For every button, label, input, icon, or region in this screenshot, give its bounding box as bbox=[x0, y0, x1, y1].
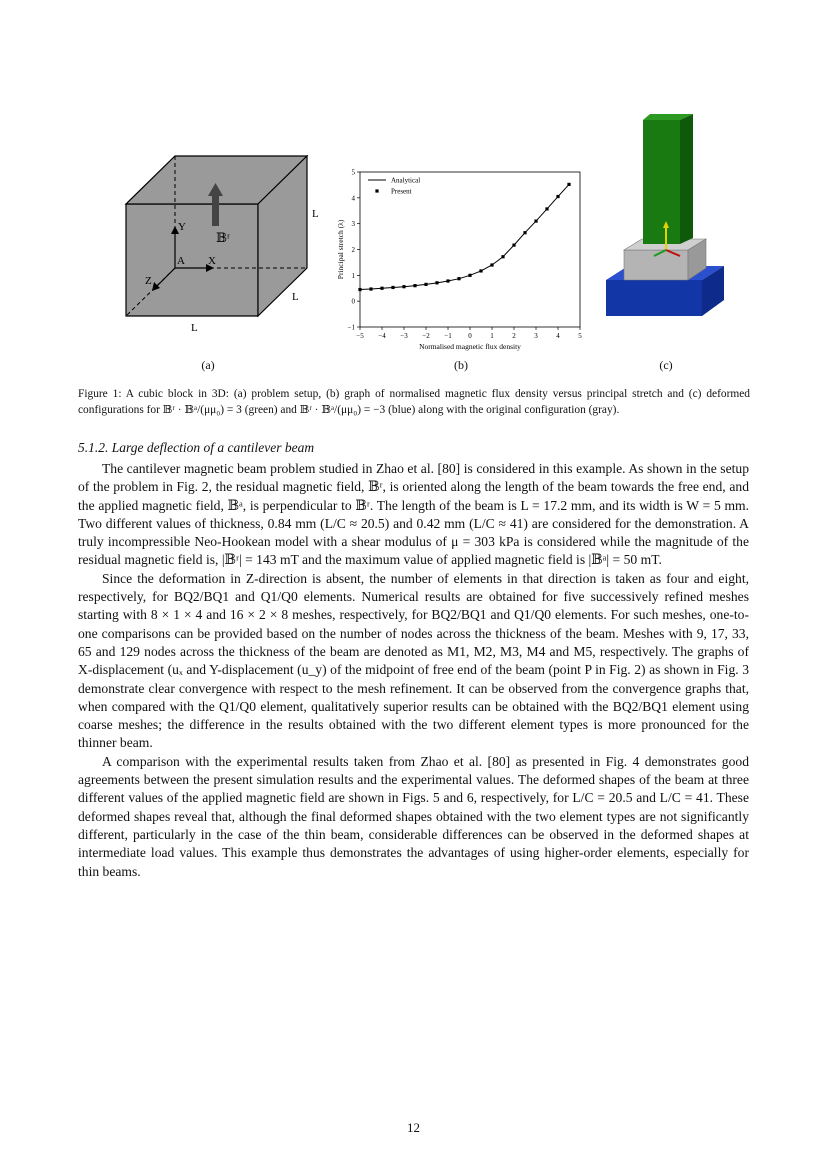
series-present-marker bbox=[523, 231, 526, 234]
series-present-marker bbox=[468, 274, 471, 277]
paragraph: A comparison with the experimental results taken from Zhao et al. [80] as presented in Fig. 4 demonstrates good agreements between the present simulation results and the experimental values. The deformed shapes of the beam at three different values of the applied magnetic field are shown in Figs. 5 and 6, respectively, for L/C = 20.5 and L/C = 41. These deformed shapes reveal that, although the final deformed shapes obtained with the two element types are not significantly different, particularly in the case of the thin beam, considerable differences can be observed in the deformed shapes at intermediate load values. This example thus demonstrates the advantages of using higher-order elements, especially for thin beams. bbox=[78, 753, 749, 879]
series-present-marker bbox=[534, 219, 537, 222]
series-present-marker bbox=[545, 207, 548, 210]
series-present-marker bbox=[413, 284, 416, 287]
series-present-marker bbox=[501, 255, 504, 258]
x-tick-label: −2 bbox=[422, 332, 430, 340]
series-present-marker bbox=[567, 183, 570, 186]
x-tick-label: 5 bbox=[578, 332, 582, 340]
section-body bbox=[78, 460, 749, 881]
figure-c-deformed bbox=[600, 110, 730, 325]
series-present-marker bbox=[380, 287, 383, 290]
series-analytical-line bbox=[360, 184, 569, 289]
x-axis-label: Normalised magnetic flux density bbox=[419, 342, 521, 351]
y-tick-label: 5 bbox=[351, 168, 355, 177]
x-tick-label: −3 bbox=[400, 332, 408, 340]
page-number: 12 bbox=[407, 1120, 420, 1135]
paragraph: Since the deformation in Z-direction is absent, the number of elements in that direction is taken as four and eight, respectively, for BQ2/BQ1 and Q1/Q0 elements. Numerical results are obtained for five successively refined meshes starting with 8 × 1 × 4 and 16 × 2 × 8 meshes, respectively, for BQ2/BQ1 and Q1/Q0 elements. For such meshes, one-to-one comparisons can be provided based on the number of nodes across the thickness of the beam. Meshes with 9, 17, 33, 65 and 129 nodes across the thickness of the beam are denoted as M1, M2, M3, M4 and M5, respectively. The graphs of X-displacement (uₓ and Y-displacement (u_y) of the midpoint of free end of the beam (point P in Fig. 2) as shown in Fig. 3 demonstrate clear convergence with respect to the mesh refinement. It can be observed from the convergence graphs that, when compared with the Q1/Q0 element, qualitatively superior results can be obtained with the BQ2/BQ1 element using coarse meshes; the difference in the results obtained with the two different element types is more pronounced for the thinner beam. bbox=[78, 570, 749, 751]
axis-y-label: Y bbox=[178, 221, 186, 233]
y-axis-label: Principal stretch (λ) bbox=[336, 219, 345, 280]
figure-a-cube bbox=[118, 150, 328, 335]
section-title: 5.1.2. Large deflection of a cantilever beam bbox=[78, 440, 315, 455]
x-tick-label: −1 bbox=[444, 332, 452, 340]
series-present-marker bbox=[435, 281, 438, 284]
sublabel-b: (b) bbox=[454, 358, 468, 372]
series-present-marker bbox=[457, 277, 460, 280]
y-tick-label: 4 bbox=[351, 194, 355, 203]
edge-l-depth: L bbox=[292, 291, 299, 303]
series-present-marker bbox=[358, 288, 361, 291]
series-present-marker bbox=[490, 263, 493, 266]
series-present-marker bbox=[446, 279, 449, 282]
edge-l-right: L bbox=[312, 208, 319, 220]
x-tick-label: 1 bbox=[490, 332, 494, 340]
y-tick-label: 3 bbox=[351, 220, 355, 229]
series-present-marker bbox=[512, 244, 515, 247]
paragraph: The cantilever magnetic beam problem studied in Zhao et al. [80] is considered in this example. As shown in the setup of the problem in Fig. 2, the residual magnetic field, 𝔹ʳ, is oriented along the length of the beam towards the free end, and the applied magnetic field, 𝔹ᵃ, is perpendicular to 𝔹ʳ. The length of the beam is L = 17.2 mm, and its width is W = 5 mm. Two different values of thickness, 0.84 mm (L/C ≈ 20.5) and 0.42 mm (L/C ≈ 41) are considered for the demonstration. A truly incompressible Neo-Hookean model with a shear modulus of μ = 303 kPa is considered while the magnitude of the residual magnetic field is, |𝔹ʳ| = 143 mT and the maximum value of applied magnetic field is |𝔹ᵃ| = 50 mT. bbox=[78, 461, 749, 568]
legend-entry-analytical: Analytical bbox=[391, 176, 421, 185]
cube-front-face bbox=[126, 204, 258, 316]
figure-b-chart bbox=[330, 160, 590, 355]
x-tick-label: 0 bbox=[468, 332, 472, 340]
y-tick-label: −1 bbox=[347, 323, 355, 332]
x-tick-label: 2 bbox=[512, 332, 516, 340]
legend-marker-swatch bbox=[375, 189, 378, 192]
x-tick-label: 4 bbox=[556, 332, 560, 340]
axis-z-label: Z bbox=[145, 275, 152, 287]
y-tick-label: 2 bbox=[351, 246, 355, 254]
y-tick-label: 1 bbox=[351, 271, 355, 280]
sublabel-c: (c) bbox=[659, 358, 673, 372]
y-tick-label: 0 bbox=[351, 297, 355, 306]
figure-caption: Figure 1: A cubic block in 3D: (a) problem setup, (b) graph of normalised magnetic flux density versus principal stretch and (c) deformed configurations for 𝔹ʳ · 𝔹ᵃ/(μμ₀) = 3 (green) and 𝔹ʳ · 𝔹ᵃ/(μμ₀) = −3 (blue) along with the original configuration (gray). bbox=[78, 388, 750, 416]
origin-a-label: A bbox=[177, 255, 185, 267]
green-column bbox=[643, 114, 693, 244]
legend-entry-present: Present bbox=[391, 187, 412, 196]
x-tick-label: −4 bbox=[378, 332, 386, 340]
series-present-marker bbox=[391, 286, 394, 289]
br-label: 𝔹ʳ bbox=[216, 230, 230, 245]
edge-l-bottom: L bbox=[191, 322, 198, 334]
series-present-marker bbox=[369, 287, 372, 290]
axis-x-label: X bbox=[208, 255, 216, 267]
series-present-marker bbox=[479, 269, 482, 272]
series-present-marker bbox=[424, 283, 427, 286]
x-tick-label: 3 bbox=[534, 332, 538, 340]
series-present-marker bbox=[556, 195, 559, 198]
x-tick-label: −5 bbox=[356, 332, 364, 340]
series-present-marker bbox=[402, 285, 405, 288]
sublabel-a: (a) bbox=[201, 358, 215, 372]
